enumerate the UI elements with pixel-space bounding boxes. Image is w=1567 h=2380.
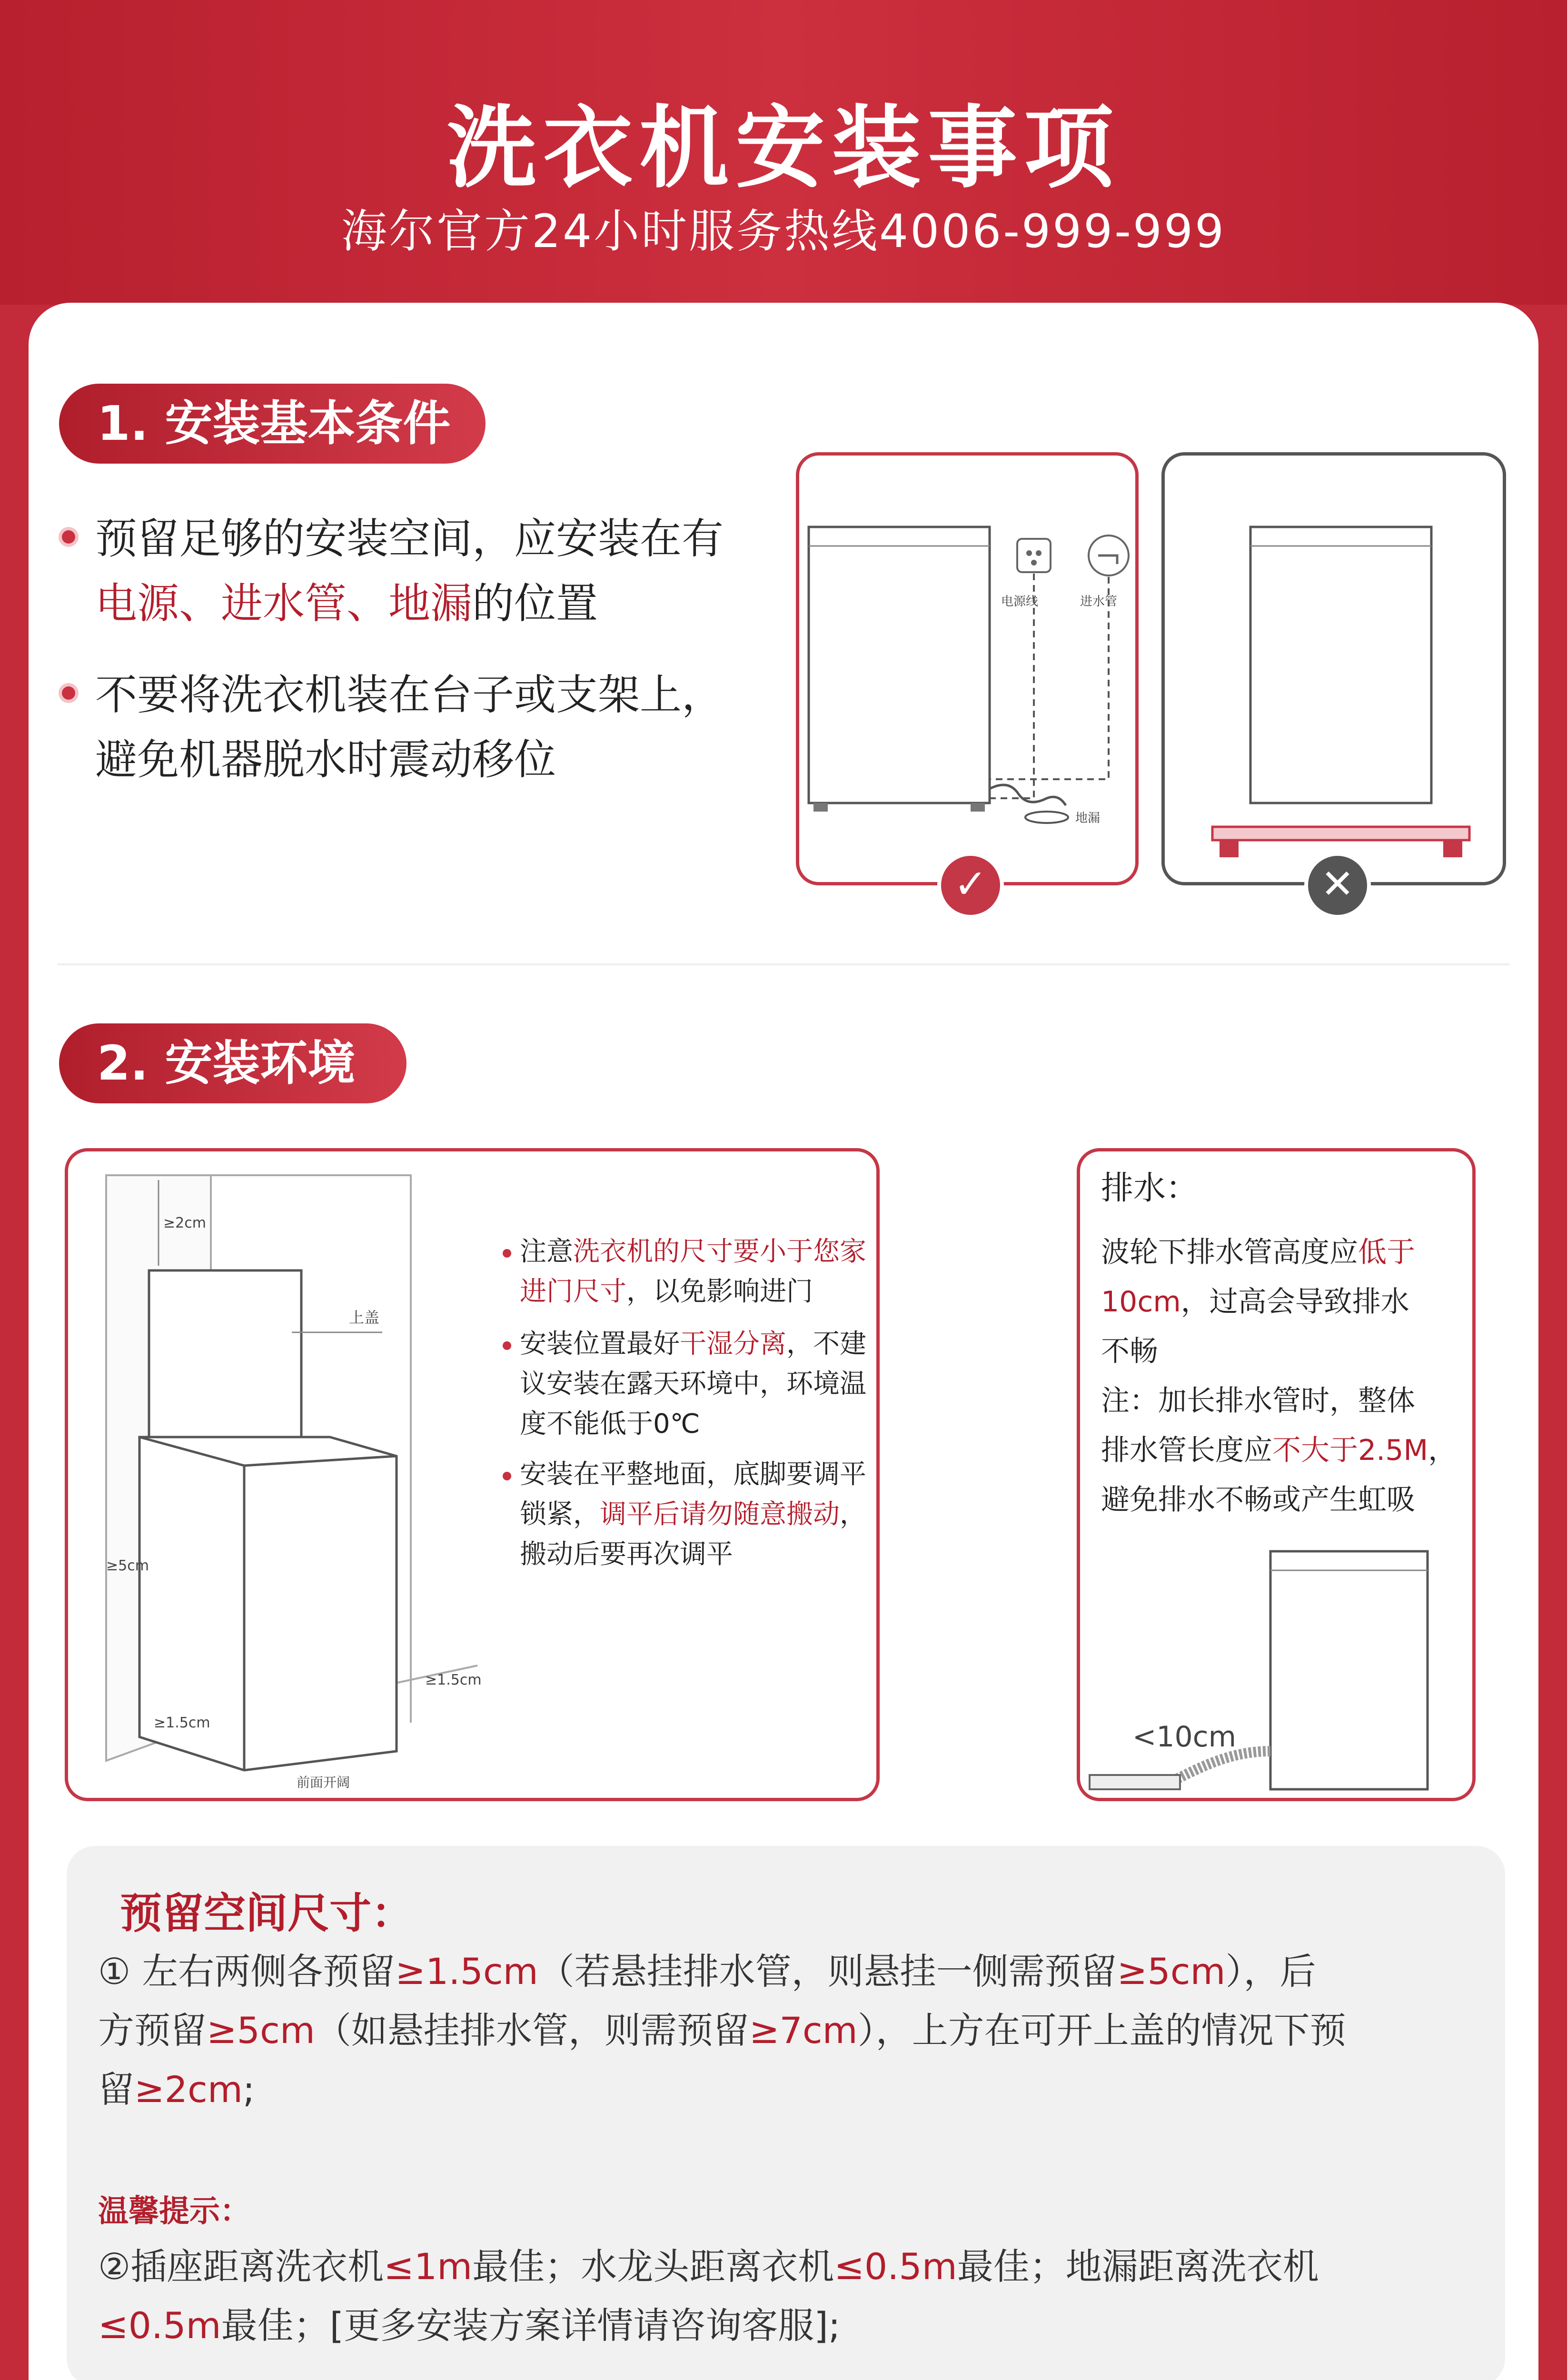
space-paragraph: ① 左右两侧各预留≥1.5cm（若悬挂排水管，则悬挂一侧需预留≥5cm），后 方预留≥5cm（如悬挂排水管，则需预留≥7cm），上方在可开上盖的情况下预 留≥2cm; xyxy=(98,1950,1346,2111)
drain-hose-illustration xyxy=(1080,1542,1472,1799)
section2-pill: 2. 安装环境 xyxy=(59,1023,407,1103)
outlet-icon xyxy=(1017,539,1051,572)
drain-label: 地漏 xyxy=(1075,811,1101,825)
height-limit-label: <10cm xyxy=(1132,1720,1237,1754)
correct-install-diagram xyxy=(796,452,1139,885)
wrong-install-diagram xyxy=(1161,452,1506,885)
power-label: 电源线 xyxy=(1001,595,1039,609)
stand-platform xyxy=(1212,827,1469,840)
drain-info-box: 排水： 波轮下排水管高度应低于 10cm，过高会导致排水 不畅 注：加长排水管时，整体 排水管长度应不大于2.5M， 避免排水不畅或产生虹吸 <10cm xyxy=(1077,1148,1476,1801)
check-icon: ✓ xyxy=(937,852,1004,919)
top-gap-label: ≥2cm xyxy=(163,1215,206,1231)
floor-drain xyxy=(1025,812,1068,823)
tip-paragraph: ②插座距离洗衣机≤1m最佳；水龙头距离衣机≤0.5m最佳；地漏距离洗衣机 ≤0.5m最佳；[更多安装方案详情请咨询客服]; xyxy=(98,2245,1319,2347)
bullet-dot xyxy=(62,530,75,544)
section1-bullet1: 预留足够的安装空间，应安装在有 电源、进水管、地漏的位置 xyxy=(95,506,785,636)
left-gap-label: ≥1.5cm xyxy=(154,1715,210,1731)
cross-icon: ✕ xyxy=(1304,852,1371,919)
env-note-2: 安装位置最好干湿分离，不建 议安装在露天环境中，环境温 度不能低于0℃ xyxy=(503,1324,874,1444)
washer-body xyxy=(1250,527,1431,803)
space-title: 预留空间尺寸： xyxy=(120,1889,414,1938)
tip-title: 温馨提示： xyxy=(98,2194,250,2229)
washer-on-stand-illustration xyxy=(1165,456,1503,882)
water-label: 进水管 xyxy=(1080,595,1118,609)
divider xyxy=(57,963,1510,965)
washer-with-connections-illustration xyxy=(799,456,1135,882)
back-gap-label: ≥5cm xyxy=(106,1557,149,1574)
front-label: 前面开阔 xyxy=(297,1775,350,1790)
drain-title: 排水： xyxy=(1101,1170,1199,1207)
bullet-dot xyxy=(62,686,75,700)
washer-body xyxy=(1270,1551,1428,1789)
section1-pill: 1. 安装基本条件 xyxy=(59,384,486,464)
env-note-3: 安装在平整地面，底脚要调平 锁紧，调平后请勿随意搬动， 搬动后要再次调平 xyxy=(503,1455,874,1575)
section1-bullet2: 不要将洗衣机装在台子或支架上， 避免机器脱水时震动移位 xyxy=(95,663,785,792)
page-title: 洗衣机安装事项 xyxy=(447,96,1120,200)
right-gap-label: ≥1.5cm xyxy=(425,1672,482,1688)
lid-label: 上盖 xyxy=(349,1309,380,1327)
washer-body xyxy=(809,527,990,803)
page-header xyxy=(0,0,1567,305)
open-lid xyxy=(149,1270,301,1437)
env-note-1: 注意洗衣机的尺寸要小于您家 进门尺寸，以免影响进门 xyxy=(503,1232,874,1312)
hotline-subtitle: 海尔官方24小时服务热线4006-999-999 xyxy=(341,205,1226,258)
